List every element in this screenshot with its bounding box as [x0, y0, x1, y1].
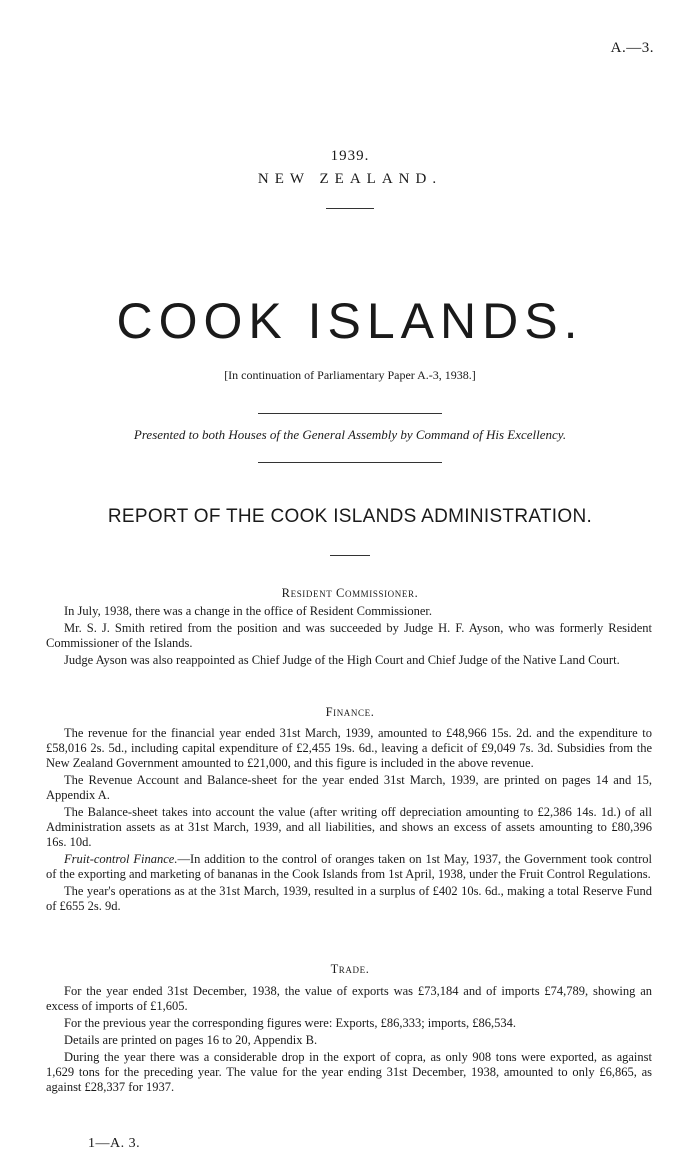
- paragraph: During the year there was a considerable drop in the export of copra, as only 908 tons were exported, as against 1,629 tons for the preceding year. The value for the year ending 31st December, 1938, amounted to only £6,865, as against £28,337 for 1937.: [46, 1050, 652, 1094]
- section-heading-resident: Resident Commissioner.: [281, 586, 419, 600]
- paragraph: In July, 1938, there was a change in the office of Resident Commissioner.: [64, 604, 432, 618]
- divider-rule: [326, 208, 374, 209]
- paragraph: Details are printed on pages 16 to 20, Appendix B.: [64, 1033, 318, 1047]
- paragraph: For the year ended 31st December, 1938, the value of exports was £73,184 and of imports £74,789, showing an excess of imports of £1,605.: [46, 984, 652, 1013]
- paragraph: [46, 852, 652, 882]
- paragraph: The Revenue Account and Balance-sheet for the year ended 31st March, 1939, are printed on pages 14 and 15, Appendix A.: [46, 773, 652, 802]
- paragraph: The revenue for the financial year ended 31st March, 1939, amounted to £48,966 15s. 2d. and the expenditure to £58,016 2s. 5d., including capital expenditure of £2,455 19s. 6d., leaving a deficit of £9,049 7s. 3d. Subsidies from the New Zealand Government amounted to £21,000, and this figure is included in the above revenue.: [46, 726, 652, 770]
- paragraph-lead: Fruit-control Finance.: [64, 852, 178, 866]
- report-title: REPORT OF THE COOK ISLANDS ADMINISTRATION.: [107, 506, 593, 527]
- footer-code: 1—A. 3.: [88, 1136, 141, 1151]
- section-heading-trade: Trade.: [330, 962, 370, 976]
- section-finance: [46, 726, 652, 916]
- paragraph-text: —In addition to the control of oranges taken on 1st May, 1937, the Government took control of the exporting and marketing of bananas in the Cook Islands from 1st April, 1938, under the Fruit Control Regulations.: [46, 852, 652, 881]
- divider-rule: [330, 555, 370, 556]
- paragraph: Mr. S. J. Smith retired from the position and was succeeded by Judge H. F. Ayson, who was formerly Resident Commissioner of the Islands.: [46, 621, 652, 650]
- document-title: COOK ISLANDS.: [116, 293, 584, 349]
- presentation-note: Presented to both Houses of the General Assembly by Command of His Excellency.: [133, 427, 567, 442]
- paragraph: The year's operations as at the 31st March, 1939, resulted in a surplus of £402 10s. 6d., making a total Reserve Fund of £655 2s. 9d.: [46, 884, 652, 913]
- divider-rule: [258, 413, 442, 414]
- country-heading: NEW ZEALAND.: [257, 171, 443, 187]
- paper-reference: A.—3.: [610, 40, 654, 56]
- paragraph: The Balance-sheet takes into account the value (after writing off depreciation amounting to £2,386 14s. 1d.) of all Administration assets as at 31st March, 1939, and all liabilities, and shows an excess of assets amounting to £80,396 16s. 10d.: [46, 805, 652, 849]
- paragraph: Judge Ayson was also reappointed as Chief Judge of the High Court and Chief Judge of the Native Land Court.: [64, 653, 620, 667]
- publication-year: 1939.: [330, 148, 370, 164]
- continuation-note: [In continuation of Parliamentary Paper A.-3, 1938.]: [224, 368, 476, 382]
- paragraph: For the previous year the corresponding figures were: Exports, £86,333; imports, £86,534.: [64, 1016, 516, 1030]
- divider-rule: [258, 462, 442, 463]
- section-trade: [46, 984, 652, 1097]
- section-heading-finance: Finance.: [325, 705, 375, 719]
- section-resident: [46, 604, 652, 670]
